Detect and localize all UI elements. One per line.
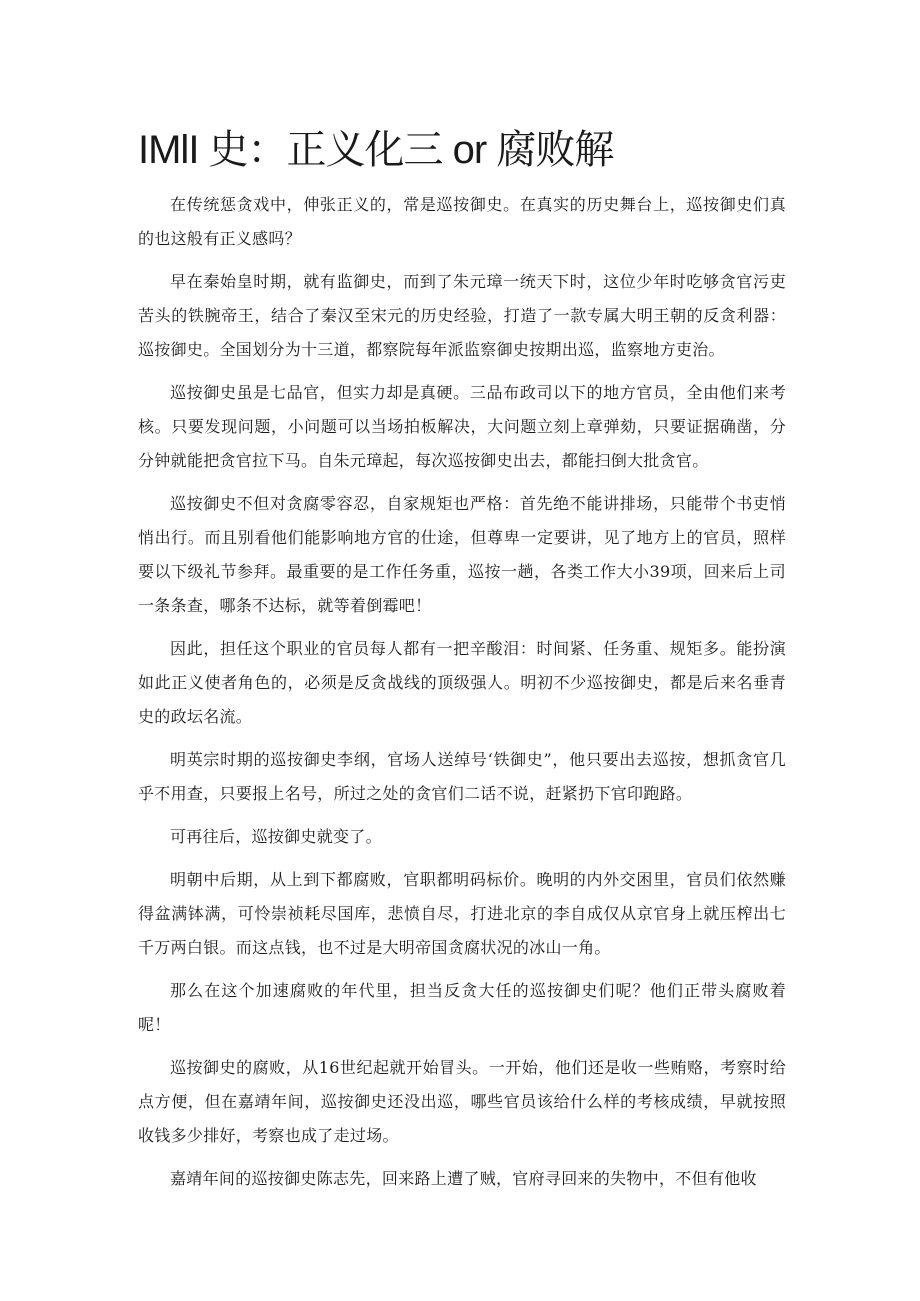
paragraph: 可再往后，巡按御史就变了。	[170, 827, 382, 846]
article-body	[138, 188, 786, 1205]
paragraph: 巡按御史虽是七品官，但实力却是真硬。三品布政司以下的地方官员，全由他们来考核。只要发现问题，小问题可以当场拍板解决，大问题立刻上章弹劾，只要证据确凿，分分钟就能把贪官拉下马。自朱元璋起，每次巡按御史出去，都能扫倒大批贪官。	[138, 383, 786, 470]
paragraph: 那么在这个加速腐败的年代里，担当反贪大任的巡按御史们呢？他们正带头腐败着呢！	[138, 981, 786, 1034]
paragraph: 早在秦始皇时期，就有监御史，而到了朱元璋一统天下时，这位少年时吃够贪官污吏苦头的铁腕帝王，结合了秦汉至宋元的历史经验，打造了一款专属大明王朝的反贪利器：巡按御史。全国划分为十三道，都察院每年派监察御史按期出巡，监察地方吏治。	[138, 272, 786, 359]
paragraph: 明朝中后期，从上到下都腐败，官职都明码标价。晚明的内外交困里，官员们依然赚得盆满钵满，可怜崇祯耗尽国库，悲愤自尽，打进北京的李自成仅从京官身上就压榨出七千万两白银。而这点钱，也不过是大明帝国贪腐状况的冰山一角。	[138, 870, 786, 957]
paragraph: 因此，担任这个职业的官员每人都有一把辛酸泪：时间紧、任务重、规矩多。能扮演如此正义使者角色的，必须是反贪战线的顶级强人。明初不少巡按御史，都是后来名垂青史的政坛名流。	[138, 639, 786, 726]
paragraph: 巡按御史的腐败，从16世纪起就开始冒头。一开始，他们还是收一些贿赂，考察时给点方便，但在嘉靖年间，巡按御史还没出巡，哪些官员该给什么样的考核成绩，早就按照收钱多少排好，考察也成了走过场。	[138, 1058, 786, 1145]
paragraph: 嘉靖年间的巡按御史陈志先，回来路上遭了贼，官府寻回来的失物中，不但有他收	[170, 1169, 757, 1188]
article-title: IMlI 史：正义化三 or 腐败解	[138, 128, 614, 172]
paragraph: 明英宗时期的巡按御史李纲，官场人送绰号‘铁御史”，他只要出去巡按，想抓贪官几乎不用查，只要报上名号，所过之处的贪官们二话不说，赶紧扔下官印跑路。	[138, 750, 786, 803]
paragraph: 巡按御史不但对贪腐零容忍，自家规矩也严格：首先绝不能讲排场，只能带个书吏悄悄出行。而且别看他们能影响地方官的仕途，但尊卑一定要讲，见了地方上的官员，照样要以下级礼节参拜。最重要的是工作任务重，巡按一趟，各类工作大小39项，回来后上司一条条查，哪条不达标，就等着倒霉吧！	[138, 494, 786, 615]
paragraph: 在传统惩贪戏中，伸张正义的，常是巡按御史。在真实的历史舞台上，巡按御史们真的也这般有正义感吗？	[138, 195, 786, 248]
